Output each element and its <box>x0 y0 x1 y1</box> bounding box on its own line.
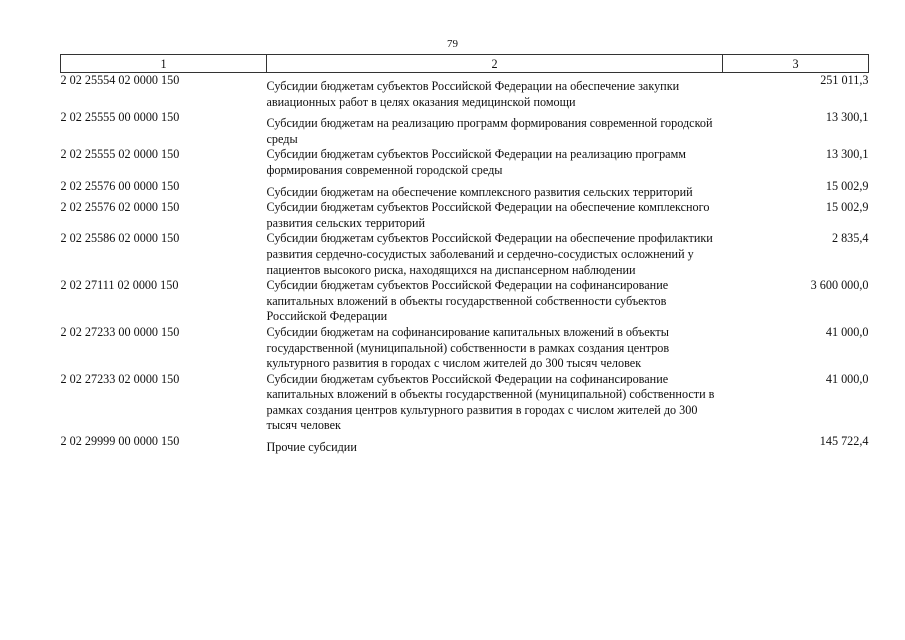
table-row <box>61 278 869 325</box>
amount-cell: 41 000,0 <box>825 371 869 386</box>
code-cell: 2 02 25555 00 0000 150 <box>60 110 180 125</box>
code-cell: 2 02 25576 02 0000 150 <box>60 200 180 215</box>
table-row <box>61 434 869 456</box>
column-header-3: 3 <box>723 55 869 73</box>
code-cell: 2 02 27111 02 0000 150 <box>60 278 179 293</box>
code-cell: 2 02 25555 02 0000 150 <box>60 147 180 162</box>
code-cell: 2 02 25586 02 0000 150 <box>60 231 180 246</box>
name-cell: Субсидии бюджетам субъектов Российской Федерации на обеспечение комплексного развития сельских территорий <box>266 200 710 230</box>
code-cell: 2 02 25554 02 0000 150 <box>60 73 180 87</box>
name-text: Субсидии бюджетам на реализацию программ формирования современной городской среды <box>266 116 713 146</box>
table-row <box>61 231 869 278</box>
table-row <box>61 325 869 372</box>
name-text: Субсидии бюджетам на обеспечение комплексного развития сельских территорий <box>266 184 693 199</box>
name-cell <box>267 434 723 456</box>
amount-cell: 15 002,9 <box>825 200 869 215</box>
budget-table <box>60 54 869 456</box>
table-row <box>61 200 869 231</box>
amount-cell: 251 011,3 <box>820 73 869 87</box>
code-cell: 2 02 27233 02 0000 150 <box>60 371 180 386</box>
amount-cell: 13 300,1 <box>825 147 869 162</box>
name-text: Субсидии бюджетам субъектов Российской Федерации на обеспечение закупки авиационных работ в целях оказания медицинской помощи <box>266 79 680 109</box>
name-cell: Субсидии бюджетам субъектов Российской Федерации на реализацию программ формирования современной городской среды <box>266 147 687 177</box>
name-text: Прочие субсидии <box>266 440 357 455</box>
amount-cell: 13 300,1 <box>825 110 869 125</box>
column-header-1: 1 <box>61 55 267 73</box>
table-row <box>61 73 869 111</box>
code-cell: 2 02 29999 00 0000 150 <box>60 434 180 449</box>
amount-cell: 3 600 000,0 <box>810 278 869 293</box>
name-cell: Субсидии бюджетам субъектов Российской Федерации на софинансирование капитальных вложений в объекты государственной (муниципальной) собственности в рамках создания центров культурного развития в городах с числом жителей до 300 тысяч человек <box>266 371 715 433</box>
page-number: 79 <box>447 38 458 50</box>
code-cell: 2 02 25576 00 0000 150 <box>60 178 180 193</box>
column-header-2: 2 <box>267 55 723 73</box>
table-row <box>61 372 869 434</box>
amount-cell: 2 835,4 <box>831 231 869 246</box>
name-cell: Субсидии бюджетам субъектов Российской Федерации на обеспечение профилактики развития сердечно-сосудистых заболеваний и сердечно-сосудистых осложнений у пациентов высокого риска, находящихся на диспансерном наблюдении <box>266 231 713 277</box>
name-cell: Субсидии бюджетам на софинансирование капитальных вложений в объекты государственной (муниципальной) собственности в рамках создания центров культурного развития в городах с числом жителей до 300 тысяч человек <box>266 324 670 371</box>
header-row <box>61 55 869 73</box>
table-row <box>61 147 869 178</box>
name-cell <box>267 179 723 201</box>
table-row <box>61 179 869 201</box>
table-row <box>61 110 869 147</box>
amount-cell: 15 002,9 <box>825 178 869 193</box>
name-cell <box>267 110 723 147</box>
amount-cell: 41 000,0 <box>825 324 869 339</box>
name-cell <box>267 73 723 111</box>
name-cell: Субсидии бюджетам субъектов Российской Федерации на софинансирование капитальных вложений в объекты государственной собственности субъектов Российской Федерации <box>266 278 669 324</box>
code-cell: 2 02 27233 00 0000 150 <box>60 324 180 339</box>
amount-cell: 145 722,4 <box>819 434 869 449</box>
